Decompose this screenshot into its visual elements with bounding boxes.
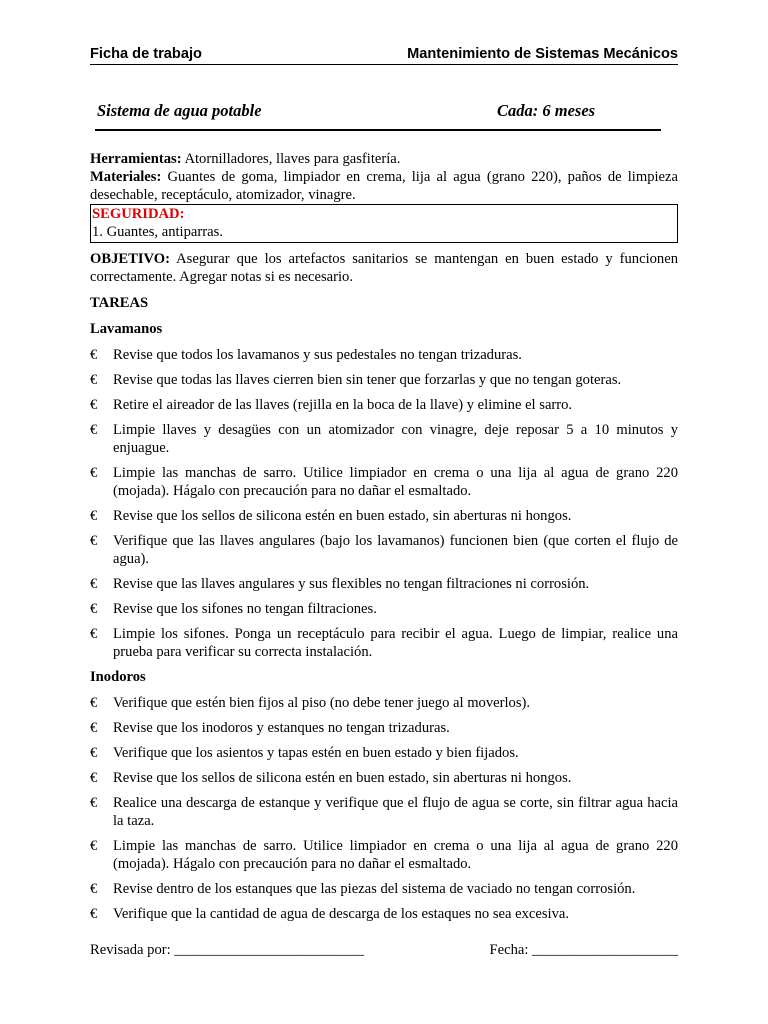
- bullet-icon: €: [90, 745, 98, 761]
- page-header: [90, 46, 678, 65]
- task-item: [90, 769, 678, 787]
- bullet-icon: €: [90, 533, 98, 549]
- document-body: [90, 150, 678, 930]
- task-item: [90, 837, 678, 873]
- task-text: Realice una descarga de estanque y verifique que el flujo de agua se corte, sin filtrar agua hacia la taza.: [113, 795, 678, 829]
- task-item: [90, 905, 678, 923]
- tools-text: Atornilladores, llaves para gasfitería.: [184, 151, 401, 167]
- frequency-label: Cada: 6 meses: [497, 101, 596, 120]
- lavamanos-heading: Lavamanos: [90, 321, 163, 337]
- task-text: Revise que las llaves angulares y sus flexibles no tengan filtraciones ni corrosión.: [113, 576, 590, 592]
- task-text: Revise dentro de los estanques que las piezas del sistema de vaciado no tengan corrosión.: [113, 881, 636, 897]
- bullet-icon: €: [90, 881, 98, 897]
- task-item: [90, 421, 678, 457]
- date-line: Fecha: ____________________: [489, 942, 678, 958]
- task-text: Verifique que estén bien fijos al piso (no debe tener juego al moverlos).: [113, 695, 531, 711]
- task-text: Verifique que las llaves angulares (bajo los lavamanos) funcionen bien (que corten el flujo de agua).: [113, 533, 678, 567]
- task-item: [90, 464, 678, 500]
- task-item: [90, 719, 678, 737]
- task-text: Limpie las manchas de sarro. Utilice limpiador en crema o una lija al agua de grano 220 (mojada). Hágalo con precaución para no dañar el esmaltado.: [113, 465, 678, 499]
- task-item: [90, 396, 678, 414]
- tools-label: Herramientas:: [90, 151, 182, 167]
- header-right-title: Mantenimiento de Sistemas Mecánicos: [407, 46, 678, 62]
- safety-text: 1. Guantes, antiparras.: [92, 224, 223, 240]
- task-item: [90, 694, 678, 712]
- page-footer: [90, 942, 678, 959]
- bullet-icon: €: [90, 465, 98, 481]
- materials-label: Materiales:: [90, 169, 162, 185]
- inodoros-task-list: [90, 694, 678, 923]
- bullet-icon: €: [90, 770, 98, 786]
- bullet-icon: €: [90, 626, 98, 642]
- task-item: [90, 371, 678, 389]
- task-item: [90, 880, 678, 898]
- bullet-icon: €: [90, 347, 98, 363]
- task-text: Limpie llaves y desagües con un atomizador con vinagre, deje reposar 5 a 10 minutos y enjuague.: [113, 422, 678, 456]
- bullet-icon: €: [90, 601, 98, 617]
- task-text: Retire el aireador de las llaves (rejilla en la boca de la llave) y elimine el sarro.: [113, 397, 573, 413]
- lavamanos-task-list: [90, 346, 678, 661]
- system-title: Sistema de agua potable: [97, 101, 262, 120]
- task-text: Revise que los sellos de silicona estén en buen estado, sin aberturas ni hongos.: [113, 770, 572, 786]
- bullet-icon: €: [90, 695, 98, 711]
- task-text: Revise que los inodoros y estanques no tengan trizaduras.: [113, 720, 450, 736]
- bullet-icon: €: [90, 795, 98, 811]
- bullet-icon: €: [90, 397, 98, 413]
- tasks-heading: TAREAS: [90, 295, 149, 311]
- materials-line: [90, 168, 678, 204]
- task-item: [90, 575, 678, 593]
- task-item: [90, 346, 678, 364]
- task-text: Verifique que la cantidad de agua de descarga de los estaques no sea excesiva.: [113, 906, 569, 922]
- bullet-icon: €: [90, 422, 98, 438]
- header-left-title: Ficha de trabajo: [90, 46, 202, 62]
- bullet-icon: €: [90, 906, 98, 922]
- objective-label: OBJETIVO:: [90, 251, 170, 267]
- bullet-icon: €: [90, 720, 98, 736]
- materials-text: Guantes de goma, limpiador en crema, lija al agua (grano 220), paños de limpieza desechable, receptáculo, atomizador, vinagre.: [90, 169, 678, 203]
- task-text: Revise que los sellos de silicona estén en buen estado, sin aberturas ni hongos.: [113, 508, 572, 524]
- task-item: [90, 625, 678, 661]
- task-item: [90, 794, 678, 830]
- bullet-icon: €: [90, 508, 98, 524]
- task-text: Revise que los sifones no tengan filtraciones.: [113, 601, 377, 617]
- task-item: [90, 532, 678, 568]
- bullet-icon: €: [90, 576, 98, 592]
- bullet-icon: €: [90, 372, 98, 388]
- task-item: [90, 744, 678, 762]
- task-text: Limpie las manchas de sarro. Utilice limpiador en crema o una lija al agua de grano 220 (mojada). Hágalo con precaución para no dañar el esmaltado.: [113, 838, 678, 872]
- objective-paragraph: [90, 250, 678, 286]
- system-title-row: [95, 100, 661, 131]
- bullet-icon: €: [90, 838, 98, 854]
- tools-line: [90, 150, 678, 168]
- safety-label: SEGURIDAD:: [92, 206, 185, 222]
- inodoros-heading: Inodoros: [90, 669, 146, 685]
- reviewed-by-line: Revisada por: __________________________: [90, 942, 365, 958]
- task-text: Revise que todas las llaves cierren bien sin tener que forzarlas y que no tengan goteras.: [113, 372, 622, 388]
- safety-box: [90, 204, 678, 243]
- task-text: Limpie los sifones. Ponga un receptáculo para recibir el agua. Luego de limpiar, realice una prueba para verificar su correcta instalación.: [113, 626, 678, 660]
- task-text: Revise que todos los lavamanos y sus pedestales no tengan trizaduras.: [113, 347, 522, 363]
- task-item: [90, 600, 678, 618]
- objective-text: Asegurar que los artefactos sanitarios se mantengan en buen estado y funcionen correctamente. Agregar notas si es necesario.: [90, 251, 679, 285]
- task-item: [90, 507, 678, 525]
- task-text: Verifique que los asientos y tapas estén en buen estado y bien fijados.: [113, 745, 519, 761]
